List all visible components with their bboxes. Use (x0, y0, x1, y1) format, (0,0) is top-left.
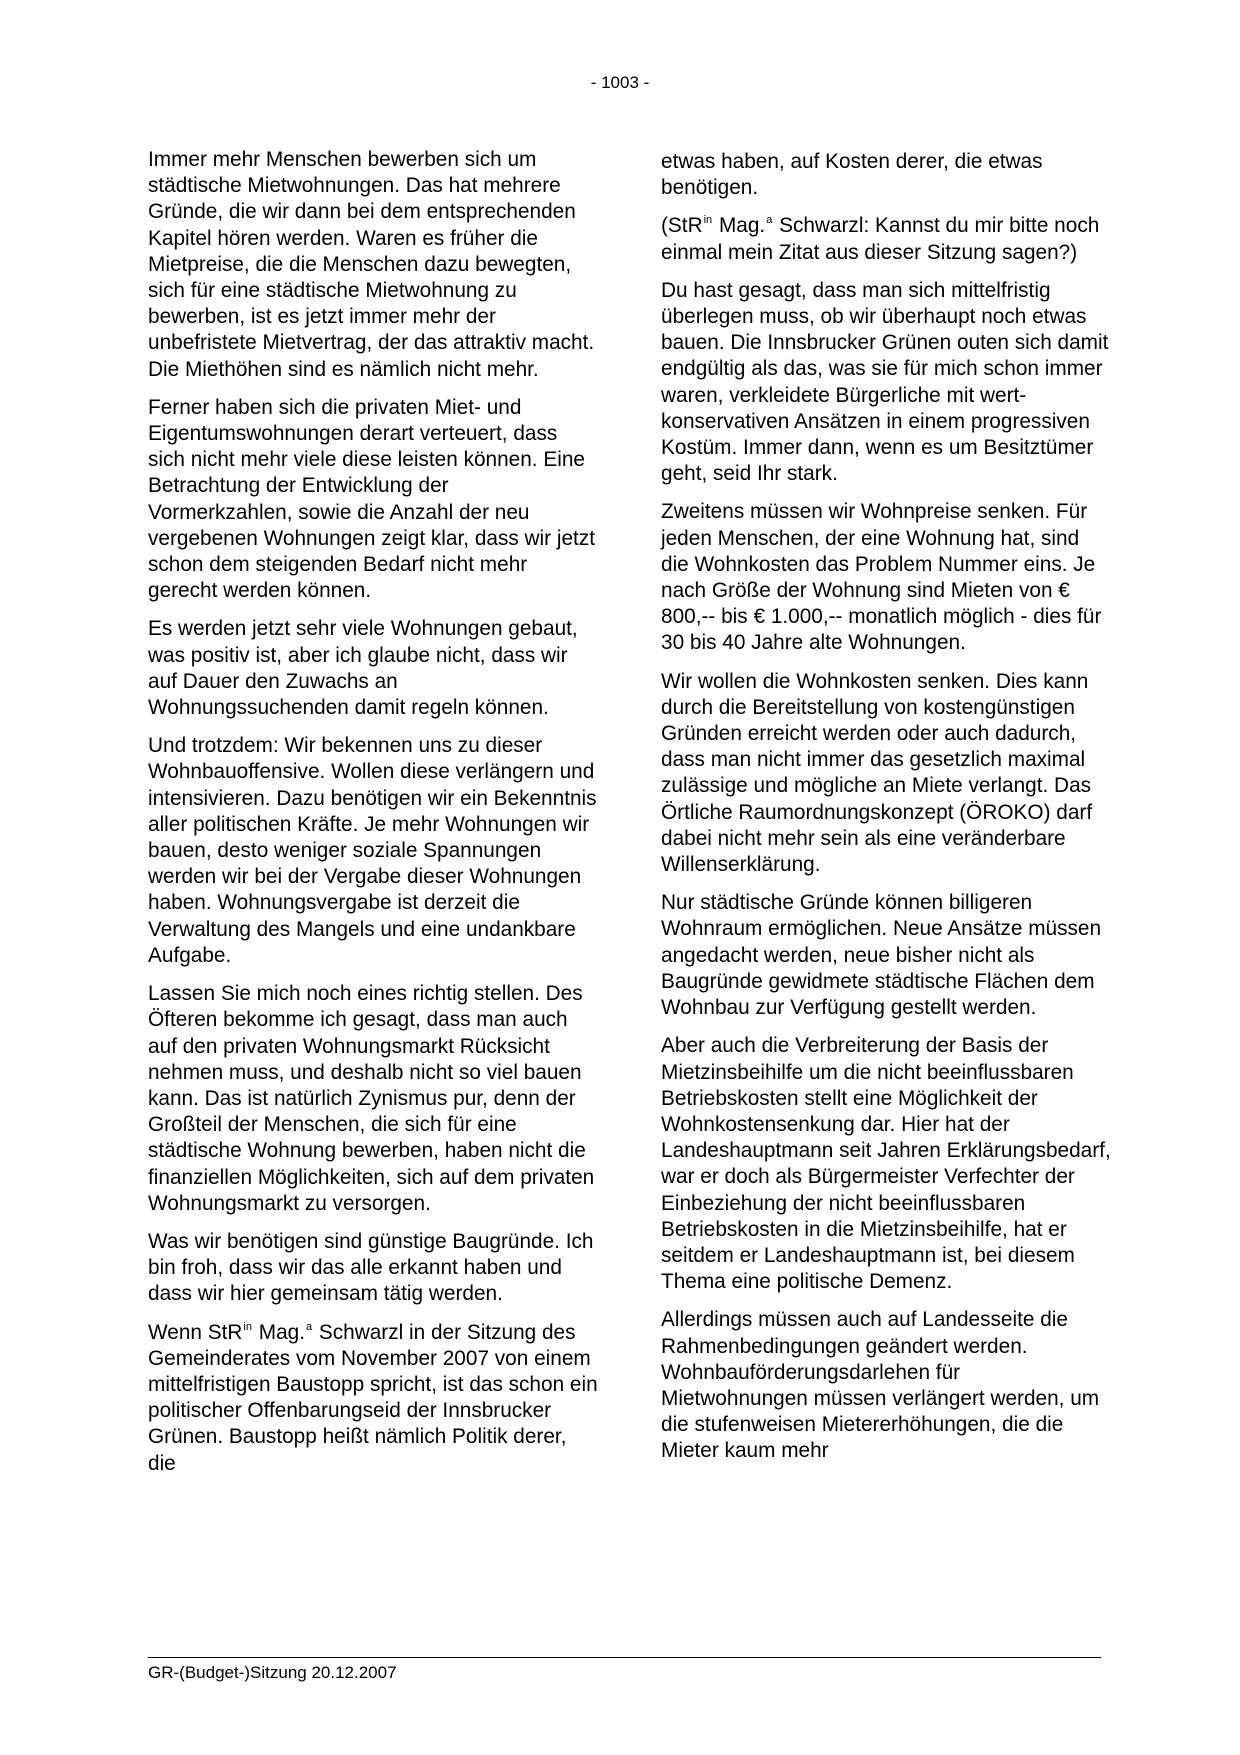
superscript: in (703, 214, 713, 227)
paragraph: Du hast gesagt, dass man sich mittelfristig überlegen muss, ob wir überhaupt noch etwas bauen. Die Innsbrucker Grünen outen sich damit endgültig als das, was sie für mich schon immer waren, verkleidete Bürgerliche mit wert-konservativen Ansätzen in einem progressiven Kostüm. Immer dann, wenn es um Besitztümer geht, seid Ihr stark. (661, 278, 1109, 486)
superscript: a (766, 214, 773, 227)
paragraph: Allerdings müssen auch auf Landesseite die Rahmenbedingungen geändert werden. Wohnbauförderungsdarlehen für Mietwohnungen müssen verlängert werden, um die stufenweisen Mietererhöhungen, die die Mieter kaum mehr (661, 1308, 1100, 1463)
paragraph: Immer mehr Menschen bewerben sich um städtische Mietwohnungen. Das hat mehrere Gründe, die wir dann bei dem entsprechenden Kapitel hören werden. Waren es früher die Mietpreise, die die Menschen dazu bewegten, sich für eine städtische Mietwohnung zu bewerben, ist es jetzt immer mehr der unbefristete Mietvertrag, der das attraktiv macht. Die Miethöhen sind es nämlich nicht mehr. (148, 148, 595, 381)
text-fragment: Schwarzl in der Sitzung des Gemeinderates vom November 2007 von einem mittelfristigen Baustopp spricht, ist das schon ein politischer Offenbarungseid der Innsbrucker Grünen. Baustopp heißt nämlich Politik derer, die (148, 1320, 598, 1475)
right-column (661, 149, 1111, 1477)
text-fragment: Mag. (713, 214, 766, 238)
paragraph: Lassen Sie mich noch eines richtig stellen. Des Öfteren bekomme ich gesagt, dass man auch auf den privaten Wohnungsmarkt Rücksicht nehmen muss, und deshalb nicht so viel bauen kann. Das ist natürlich Zynismus pur, denn der Großteil der Menschen, die sich für eine städtische Wohnung bewerben, haben nicht die finanziellen Möglichkeiten, sich auf dem privaten Wohnungsmarkt zu versorgen. (148, 982, 595, 1215)
paragraph: etwas haben, auf Kosten derer, die etwas benötigen. (661, 150, 1043, 200)
text-fragment: Schwarzl: Kannst du mir bitte noch einmal mein Zitat aus dieser Sitzung sagen?) (661, 214, 1100, 264)
text-fragment: Wenn StR (148, 1320, 243, 1344)
superscript: in (243, 1320, 252, 1333)
paragraph: Und trotzdem: Wir bekennen uns zu dieser Wohnbauoffensive. Wollen diese verlängern und intensivieren. Dazu benötigen wir ein Bekenntnis aller politischen Kräfte. Je mehr Wohnungen wir bauen, desto weniger soziale Spannungen werden wir bei der Vergabe dieser Wohnungen haben. Wohnungsvergabe ist derzeit die Verwaltung des Mangels und eine undankbare Aufgabe. (148, 734, 597, 967)
paragraph: Wir wollen die Wohnkosten senken. Dies kann durch die Bereitstellung von kostengünstigen Gründen erreicht werden oder auch dadurch, dass man nicht immer das gesetzlich maximal zulässige und mögliche an Miete verlangt. Das Örtliche Raumordnungskonzept (ÖROKO) darf dabei nicht mehr sein als eine veränderbare Willenserklärung. (661, 669, 1093, 877)
paragraph (661, 213, 1111, 265)
superscript: a (305, 1320, 313, 1333)
paragraph: Aber auch die Verbreiterung der Basis der Mietzinsbeihilfe um die nicht beeinflussbaren Betriebskosten stellt eine Möglichkeit der Wohnkostensenkung dar. Hier hat der Landeshauptmann seit Jahren Erklärungsbedarf, war er doch als Bürgermeister Verfechter der Einbeziehung der nicht beeinflussbaren Betriebskosten in die Mietzinsbeihilfe, hat er seitdem er Landeshauptmann ist, bei diesem Thema eine politische Demenz. (661, 1034, 1111, 1294)
paragraph: Nur städtische Gründe können billigeren Wohnraum ermöglichen. Neue Ansätze müssen angedacht werden, neue bisher nicht als Baugründe gewidmete städtische Flächen dem Wohnbau zur Verfügung gestellt werden. (661, 891, 1102, 1020)
left-column (148, 147, 598, 1489)
paragraph (148, 1320, 598, 1477)
footer-divider (148, 1657, 1101, 1658)
page-number: - 1003 - (590, 73, 650, 92)
paragraph: Ferner haben sich die privaten Miet- und Eigentumswohnungen derart verteuert, dass sich nicht mehr viele diese leisten können. Eine Betrachtung der Entwicklung der Vormerkzahlen, sowie die Anzahl der neu vergebenen Wohnungen zeigt klar, dass wir jetzt schon dem steigenden Bedarf nicht mehr gerecht werden können. (148, 395, 596, 603)
text-fragment: Mag. (252, 1320, 305, 1344)
paragraph: Zweitens müssen wir Wohnpreise senken. Für jeden Menschen, der eine Wohnung hat, sind die Wohnkosten das Problem Nummer eins. Je nach Größe der Wohnung sind Mieten von € 800,-- bis € 1.000,-- monatlich möglich - dies für 30 bis 40 Jahre alte Wohnungen. (661, 500, 1102, 655)
footer-text: GR-(Budget-)Sitzung 20.12.2007 (148, 1663, 397, 1682)
paragraph: Es werden jetzt sehr viele Wohnungen gebaut, was positiv ist, aber ich glaube nicht, dass wir auf Dauer den Zuwachs an Wohnungssuchenden damit regeln können. (148, 617, 578, 720)
paragraph: Was wir benötigen sind günstige Baugründe. Ich bin froh, dass wir das alle erkannt haben und dass wir hier gemeinsam tätig werden. (148, 1229, 594, 1306)
text-fragment: (StR (661, 214, 703, 238)
